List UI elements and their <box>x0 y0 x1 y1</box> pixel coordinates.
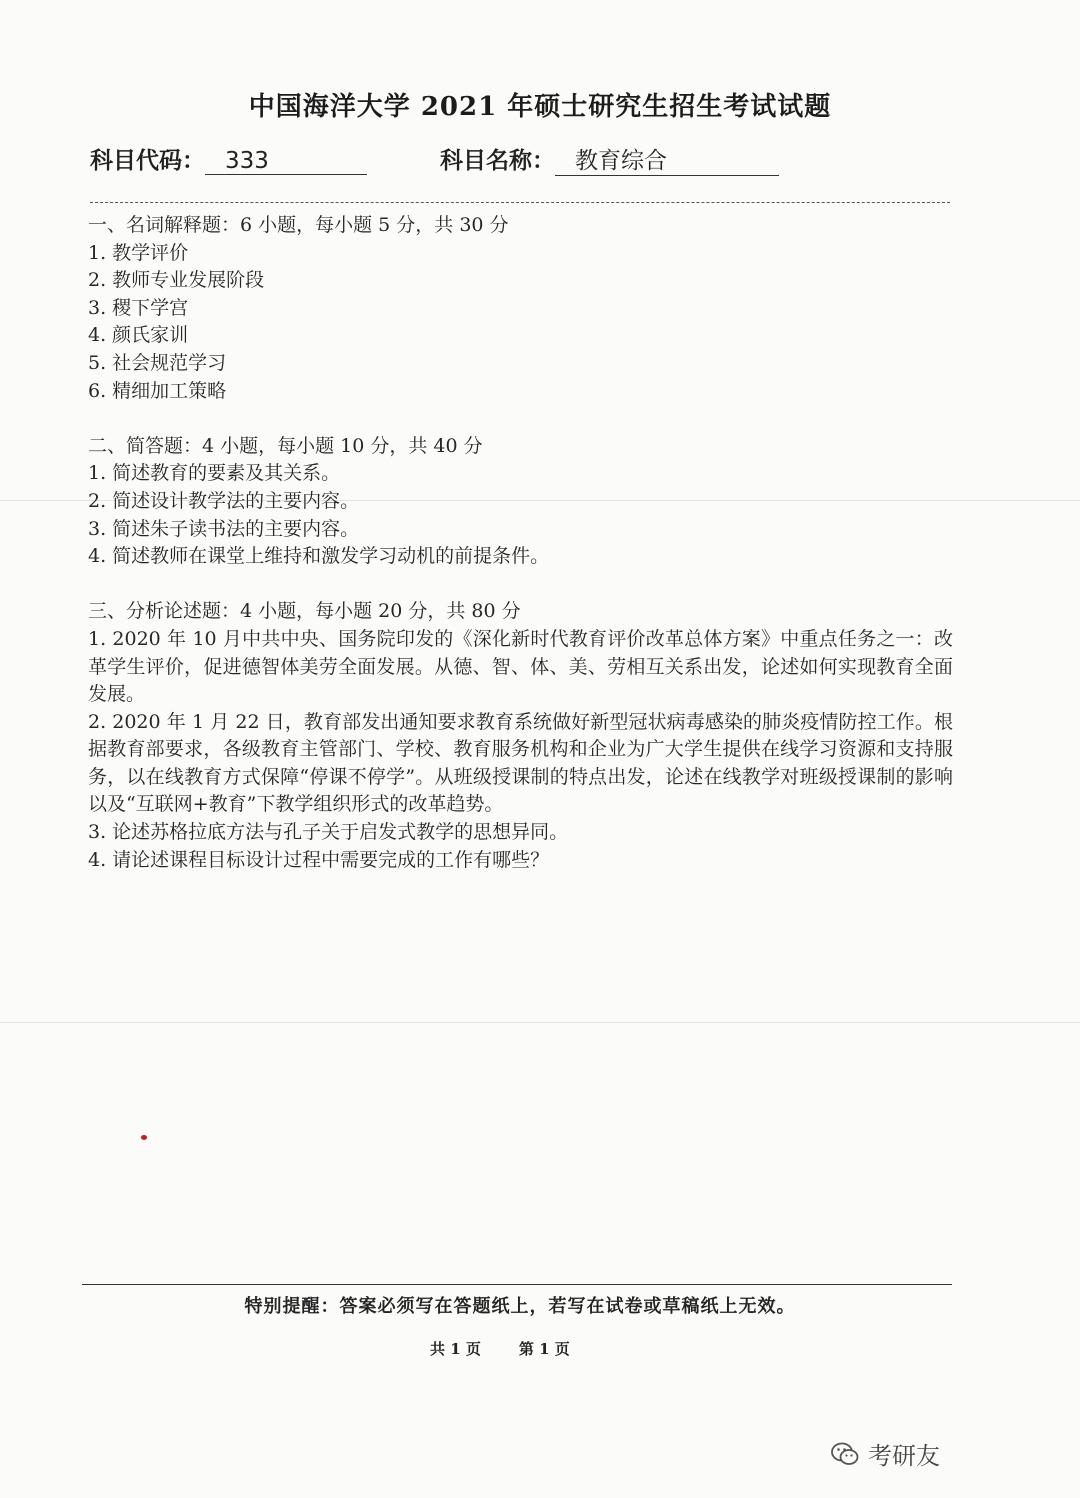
subject-code <box>90 142 367 175</box>
question-item: 4. 颜氏家训 <box>88 324 189 347</box>
watermark-text: 考研友 <box>868 1442 940 1470</box>
exam-body <box>88 212 953 874</box>
current-page: 第 1 页 <box>518 1340 570 1358</box>
question-item: 3. 论述苏格拉底方法与孔子关于启发式教学的思想异同。 <box>88 821 569 844</box>
question-item: 1. 2020 年 10 月中共中央、国务院印发的《深化新时代教育评价改革总体方案》中重点任务之一：改革学生评价，促进德智体美劳全面发展。从德、智、体、美、劳相互关系出发，论述如何实现教育全面发展。 <box>88 627 953 706</box>
fold-line <box>0 1022 1080 1023</box>
wechat-icon <box>830 1441 860 1467</box>
question-item: 2. 教师专业发展阶段 <box>88 269 265 292</box>
question-item: 4. 请论述课程目标设计过程中需要完成的工作有哪些？ <box>88 848 550 871</box>
page-counter <box>430 1338 608 1359</box>
total-pages: 共 1 页 <box>430 1340 481 1358</box>
question-item: 5. 社会规范学习 <box>88 351 227 374</box>
section-heading: 一、名词解释题：6 小题，每小题 5 分，共 30 分 <box>88 214 509 236</box>
question-item: 1. 简述教育的要素及其关系。 <box>88 462 341 485</box>
ink-mark <box>141 1135 147 1140</box>
wechat-watermark <box>830 1436 940 1471</box>
question-item: 2. 简述设计教学法的主要内容。 <box>88 489 360 512</box>
subject-name-value: 教育综合 <box>555 142 779 176</box>
question-item: 1. 教学评价 <box>88 241 189 264</box>
subject-code-value: 333 <box>205 148 367 175</box>
section-heading: 二、简答题：4 小题，每小题 10 分，共 40 分 <box>88 434 483 457</box>
subject-name-label: 科目名称： <box>440 148 555 174</box>
subject-code-label: 科目代码： <box>90 148 205 174</box>
subject-name <box>440 142 779 176</box>
exam-title: 中国海洋大学 2021 年硕士研究生招生考试试题 <box>248 92 832 122</box>
header-divider <box>90 202 950 203</box>
question-item: 2. 2020 年 1 月 22 日，教育部发出通知要求教育系统做好新型冠状病毒感染的肺炎疫情防控工作。根据教育部要求，各级教育主管部门、学校、教育服务机构和企业为广大学生提供在线学习资源和支持服务，以在线教育方式保障“停课不停学”。从班级授课制的特点出发，论述在线教学对班级授课制的影响以及“互联网+教育”下教学组织形式的改革趋势。 <box>88 710 953 816</box>
footer-notice: 特别提醒：答案必须写在答题纸上，若写在试卷或草稿纸上无效。 <box>244 1296 796 1317</box>
question-item: 3. 稷下学宫 <box>88 296 189 319</box>
question-item: 4. 简述教师在课堂上维持和激发学习动机的前提条件。 <box>88 545 550 568</box>
question-item: 6. 精细加工策略 <box>88 379 227 402</box>
footer-divider <box>82 1284 952 1285</box>
question-item: 3. 简述朱子读书法的主要内容。 <box>88 517 360 540</box>
section-heading: 三、分析论述题：4 小题，每小题 20 分，共 80 分 <box>88 600 521 623</box>
